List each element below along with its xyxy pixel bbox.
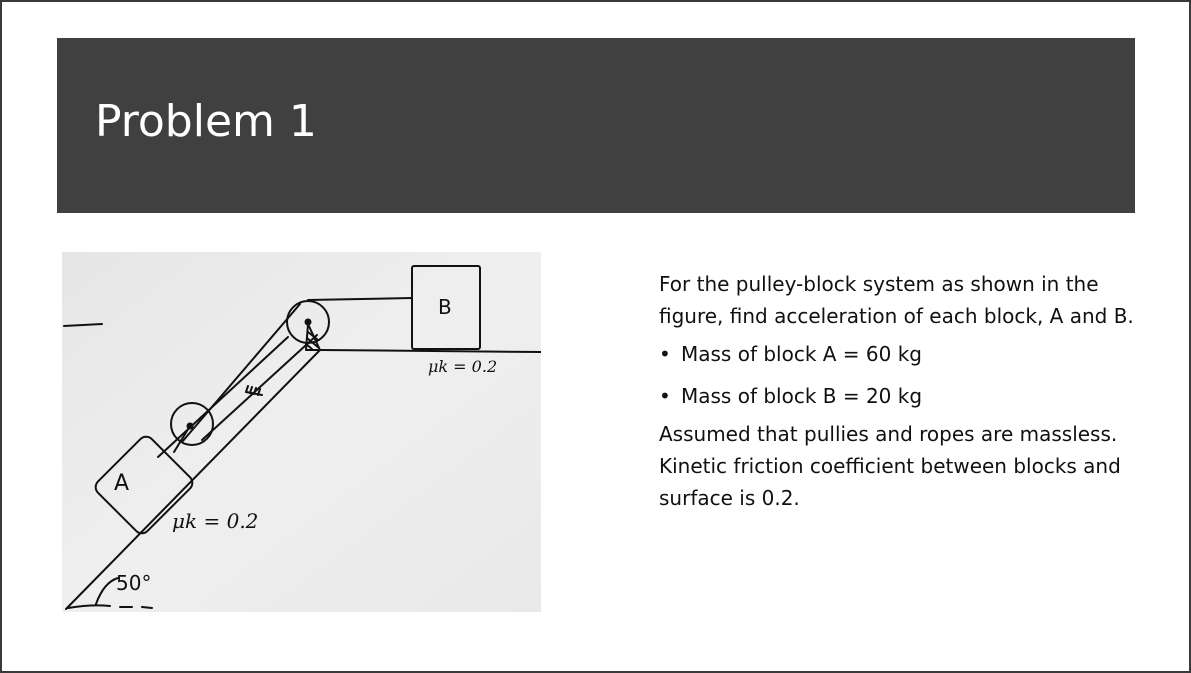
mass-b-text: Mass of block B = 20 kg (681, 384, 923, 408)
title-bar (57, 38, 1135, 213)
block-a-label: A (114, 471, 130, 496)
pulley-diagram (62, 252, 541, 612)
problem-statement (659, 268, 1139, 514)
intro-paragraph: For the pulley-block system as shown in the figure, find acceleration of each block, A and B. (659, 272, 1134, 328)
fixed-pulley-axle (306, 320, 311, 325)
angle-label: 50° (116, 571, 152, 595)
assumptions-paragraph: Assumed that pullies and ropes are massless. Kinetic friction coefficient between blocks and surface is 0.2. (659, 422, 1121, 510)
bullet-dot: • (659, 342, 671, 366)
mass-list (659, 338, 1139, 412)
friction-label-a: μk = 0.2 (172, 509, 259, 533)
block-b-label: B (438, 295, 452, 319)
mass-a-text: Mass of block A = 60 kg (681, 342, 923, 366)
friction-label-b: μk = 0.2 (428, 357, 498, 376)
bullet-dot: • (659, 384, 671, 408)
paper-background (62, 252, 541, 612)
pulley-diagram-photo (62, 252, 541, 612)
list-item (659, 338, 1139, 370)
slide-title: Problem 1 (95, 96, 317, 147)
list-item (659, 380, 1139, 412)
